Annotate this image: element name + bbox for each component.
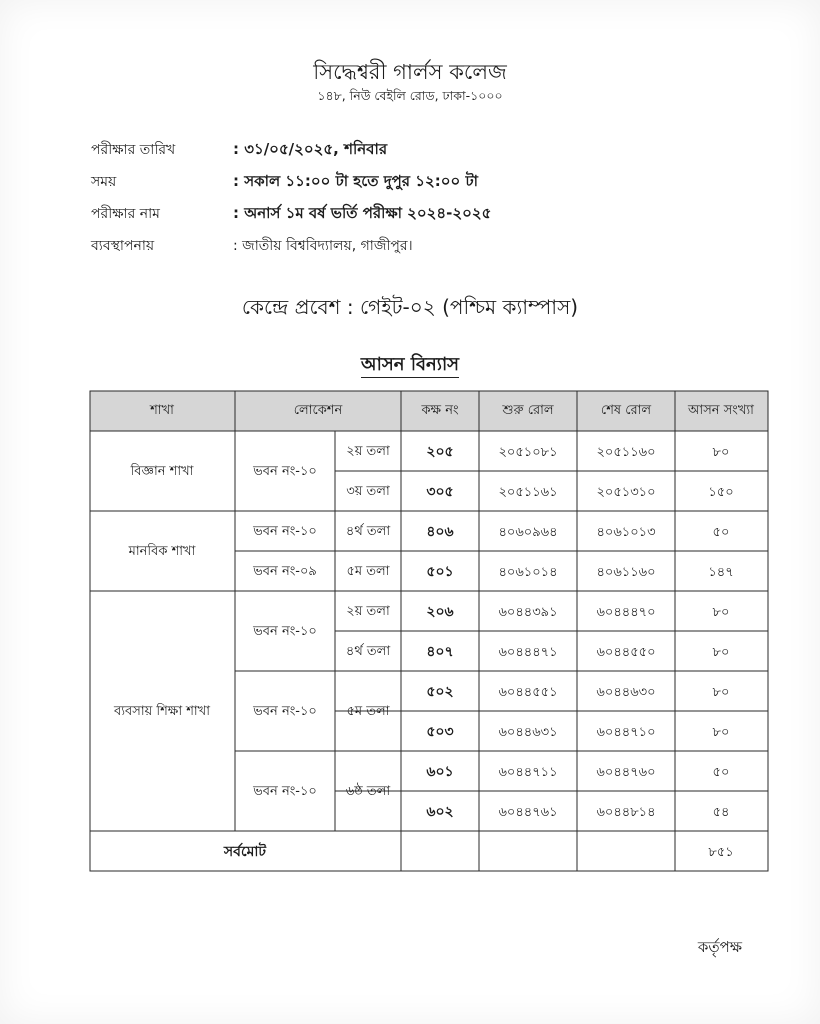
building-cell: ভবন নং-১০ (253, 624, 317, 639)
room-cell: ৫০১ (426, 564, 454, 580)
building-cell: ভবন নং-১০ (253, 784, 317, 799)
start-roll-cell: ৪০৬০৯৬৪ (498, 525, 558, 540)
room-cell: ৪০৭ (426, 644, 454, 660)
header-seat-count: আসন সংখ্যা (688, 403, 754, 418)
start-roll-cell: ৬০৪৪৪৭১ (498, 645, 558, 660)
seat-count-cell: ৫০ (712, 765, 730, 780)
room-cell: ৫০৩ (426, 724, 454, 740)
floor-cell: ২য় তলা (346, 444, 390, 459)
header-room: কক্ষ নং (421, 403, 459, 418)
floor-cell: ৩য় তলা (346, 484, 390, 499)
info-value: : ৩১/০৫/২০২৫, শনিবার (233, 140, 388, 158)
info-label: ব্যবস্থাপনায় (91, 238, 155, 254)
info-label: সময় (91, 174, 117, 190)
gate-entry-heading: কেন্দ্রে প্রবেশ : গেইট-০২ (পশ্চিম ক্যাম্পাস) (241, 295, 579, 319)
end-roll-cell: ৬০৪৪৬৩০ (596, 685, 656, 700)
room-cell: ৫০২ (426, 684, 454, 700)
header-location: লোকেশন (293, 403, 343, 418)
table-grid (90, 391, 768, 871)
total-label: সর্বমোট (223, 844, 267, 860)
end-roll-cell: ৬০৪৪৫৫০ (596, 645, 656, 660)
branch-science: বিজ্ঞান শাখা (130, 464, 194, 479)
floor-cell: ৬ষ্ঠ তলা (345, 784, 391, 799)
seat-count-cell: ১৪৭ (708, 565, 734, 580)
room-cell: ৩০৫ (426, 484, 454, 500)
building-cell: ভবন নং-১০ (253, 524, 317, 539)
room-cell: ৪০৬ (426, 524, 454, 540)
start-roll-cell: ৬০৪৪৭১১ (498, 765, 558, 780)
end-roll-cell: ৪০৬১১৬০ (596, 565, 656, 580)
end-roll-cell: ৪০৬১০১৩ (596, 525, 656, 540)
header-branch: শাখা (150, 403, 174, 418)
start-roll-cell: ৬০৪৪৩৯১ (498, 605, 558, 620)
room-cell: ৬০২ (426, 804, 454, 820)
room-cell: ৬০১ (426, 764, 454, 780)
room-cell: ২০৫ (426, 444, 454, 460)
branch-humanities: মানবিক শাখা (128, 544, 196, 559)
end-roll-cell: ২০৫১১৬০ (596, 445, 656, 460)
info-value: : সকাল ১১:০০ টা হতে দুপুর ১২:০০ টা (233, 172, 478, 190)
end-roll-cell: ৬০৪৪৭৬০ (596, 765, 656, 780)
floor-cell: ৪র্থ তলা (345, 644, 391, 659)
end-roll-cell: ৬০৪৪৮১৪ (596, 805, 656, 820)
branch-business: ব্যবসায় শিক্ষা শাখা (113, 704, 211, 719)
seat-count-cell: ৮০ (712, 445, 730, 460)
seat-count-cell: ৮০ (712, 605, 730, 620)
info-label: পরীক্ষার নাম (91, 206, 160, 222)
start-roll-cell: ৪০৬১০১৪ (498, 565, 558, 580)
seat-count-cell: ৮০ (712, 725, 730, 740)
seat-count-cell: ৮০ (712, 645, 730, 660)
building-cell: ভবন নং-১০ (253, 704, 317, 719)
info-label: পরীক্ষার তারিখ (91, 142, 176, 158)
total-value: ৮৫১ (708, 845, 734, 860)
header-end-roll: শেষ রোল (600, 403, 652, 418)
floor-cell: ৪র্থ তলা (345, 524, 391, 539)
institution-name: সিদ্ধেশ্বরী গার্লস কলেজ (313, 60, 507, 84)
start-roll-cell: ৬০৪৪৭৬১ (498, 805, 558, 820)
seat-count-cell: ৮০ (712, 685, 730, 700)
header-start-roll: শুরু রোল (502, 403, 554, 418)
start-roll-cell: ২০৫১১৬১ (498, 485, 558, 500)
seat-count-cell: ১৫০ (708, 485, 734, 500)
seat-count-cell: ৫৪ (712, 805, 730, 820)
start-roll-cell: ২০৫১০৮১ (498, 445, 558, 460)
building-cell: ভবন নং-০৯ (253, 564, 317, 579)
start-roll-cell: ৬০৪৪৫৫১ (498, 685, 558, 700)
room-cell: ২০৬ (426, 604, 454, 620)
institution-address: ১৪৮, নিউ বেইলি রোড, ঢাকা-১০০০ (317, 88, 503, 103)
end-roll-cell: ৬০৪৪৪৭০ (596, 605, 656, 620)
info-value: : অনার্স ১ম বর্ষ ভর্তি পরীক্ষা ২০২৪-২০২৫ (233, 204, 492, 222)
building-cell: ভবন নং-১০ (253, 464, 317, 479)
seat-count-cell: ৫০ (712, 525, 730, 540)
authority-signature: কর্তৃপক্ষ (697, 938, 742, 956)
info-value: : জাতীয় বিশ্ববিদ্যালয়, গাজীপুর। (233, 238, 413, 254)
floor-cell: ২য় তলা (346, 604, 390, 619)
seat-plan-title-text: আসন বিন্যাস (361, 354, 459, 378)
end-roll-cell: ৬০৪৪৭১০ (596, 725, 656, 740)
floor-cell: ৫ম তলা (346, 704, 390, 719)
start-roll-cell: ৬০৪৪৬৩১ (498, 725, 558, 740)
end-roll-cell: ২০৫১৩১০ (596, 485, 656, 500)
floor-cell: ৫ম তলা (346, 564, 390, 579)
